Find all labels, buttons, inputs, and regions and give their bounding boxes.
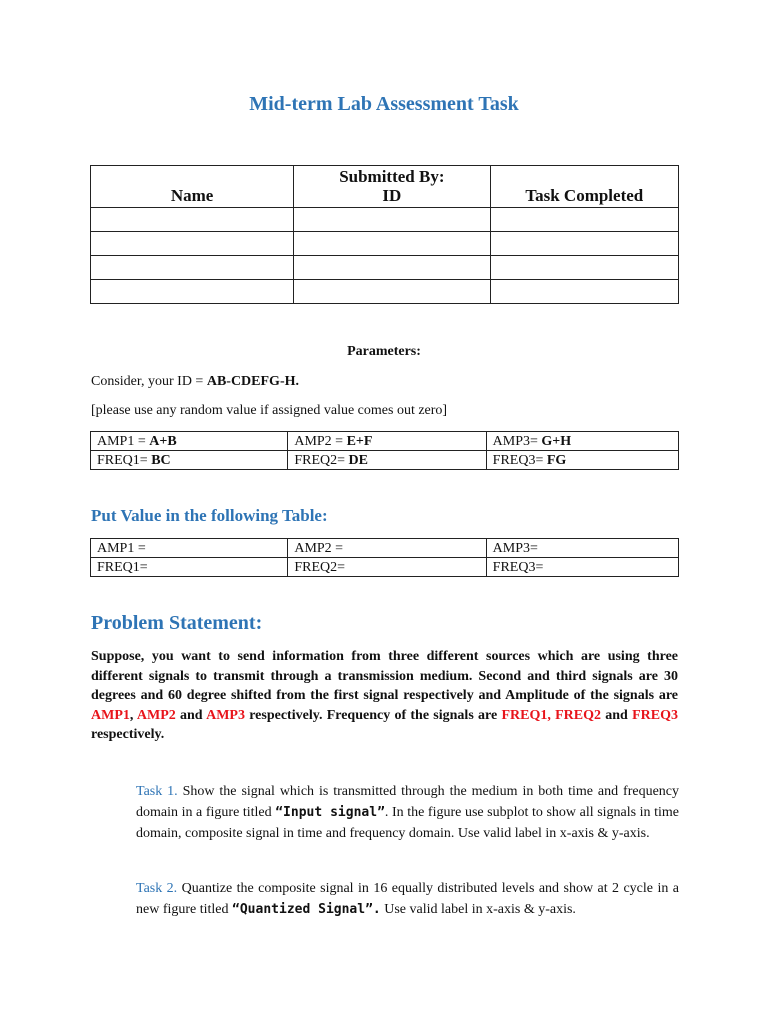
task-2-label: Task 2. bbox=[136, 881, 178, 896]
id-column-header: Submitted By: ID bbox=[294, 166, 490, 208]
problem-statement-heading: Problem Statement: bbox=[91, 612, 263, 634]
put-value-heading: Put Value in the following Table: bbox=[91, 506, 328, 525]
table-row bbox=[91, 280, 679, 304]
task-completed-cell[interactable] bbox=[490, 208, 678, 232]
name-cell[interactable] bbox=[91, 208, 294, 232]
name-column-header: Name bbox=[91, 166, 294, 208]
id-cell[interactable] bbox=[294, 208, 490, 232]
freq2-value-cell[interactable]: FREQ2= bbox=[288, 558, 486, 577]
task-1-label: Task 1. bbox=[136, 784, 178, 799]
submitted-by-caption: Submitted By: bbox=[339, 167, 445, 186]
submitted-by-table bbox=[90, 165, 679, 304]
quantized-signal-figure-title: “Quantized Signal”. bbox=[232, 902, 381, 917]
freq1-formula-cell: FREQ1= BC bbox=[91, 451, 288, 470]
task-completed-cell[interactable] bbox=[490, 280, 678, 304]
id-pattern: AB-CDEFG-H. bbox=[206, 374, 299, 389]
freq2-formula-cell: FREQ2= DE bbox=[288, 451, 486, 470]
input-signal-figure-title: “Input signal” bbox=[275, 805, 385, 820]
table-row bbox=[91, 208, 679, 232]
table-row bbox=[91, 432, 679, 451]
freq1-value-cell[interactable]: FREQ1= bbox=[91, 558, 288, 577]
parameters-heading: Parameters: bbox=[347, 344, 421, 359]
random-value-note: [please use any random value if assigned value comes out zero] bbox=[91, 403, 448, 418]
amp1-value-cell[interactable]: AMP1 = bbox=[91, 539, 288, 558]
freq3-value-cell[interactable]: FREQ3= bbox=[486, 558, 678, 577]
task-1-text: Task 1. Show the signal which is transmitted through the medium in both time and frequency domain in a figure titled “Input signal”. In the figure use subplot to show all signals in time domain, composite signal in time and frequency domain. Use valid label in x-axis & y-axis. bbox=[136, 784, 680, 841]
task-2-text: Task 2. Quantize the composite signal in 16 equally distributed levels and show at 2 cycle in a new figure titled “Quantized Signal”. Use valid label in x-axis & y-axis. bbox=[136, 881, 679, 917]
amp2-formula-cell: AMP2 = E+F bbox=[288, 432, 486, 451]
page-title: Mid-term Lab Assessment Task bbox=[249, 93, 519, 115]
name-cell[interactable] bbox=[91, 280, 294, 304]
name-cell[interactable] bbox=[91, 232, 294, 256]
table-row bbox=[91, 451, 679, 470]
consider-id-line bbox=[91, 374, 299, 390]
id-cell[interactable] bbox=[294, 256, 490, 280]
freq3-formula-cell: FREQ3= FG bbox=[486, 451, 678, 470]
value-input-table bbox=[90, 538, 679, 577]
task-completed-cell[interactable] bbox=[490, 232, 678, 256]
task-completed-cell[interactable] bbox=[490, 256, 678, 280]
amp3-formula-cell: AMP3= G+H bbox=[486, 432, 678, 451]
table-row bbox=[91, 256, 679, 280]
table-header-row bbox=[91, 166, 679, 208]
table-row bbox=[91, 558, 679, 577]
amp2-value-cell[interactable]: AMP2 = bbox=[288, 539, 486, 558]
problem-statement-text: Suppose, you want to send information from three different sources which are using three different signals to transmit through a transmission medium. Second and third signals are 30 degrees and 60 degree shifted from the first signal respectively and Amplitude of the signals are AMP1, AMP2 and AMP3 respectively. Frequency of the signals are FREQ1, FREQ2 and FREQ3 respectively. bbox=[91, 649, 678, 742]
table-row bbox=[91, 232, 679, 256]
parameters-table bbox=[90, 431, 679, 470]
table-row bbox=[91, 539, 679, 558]
amp3-value-cell[interactable]: AMP3= bbox=[486, 539, 678, 558]
consider-prefix: Consider, your ID = bbox=[91, 374, 207, 389]
id-cell[interactable] bbox=[294, 280, 490, 304]
amp1-formula-cell: AMP1 = A+B bbox=[91, 432, 288, 451]
task-completed-column-header: Task Completed bbox=[490, 166, 678, 208]
name-cell[interactable] bbox=[91, 256, 294, 280]
id-cell[interactable] bbox=[294, 232, 490, 256]
